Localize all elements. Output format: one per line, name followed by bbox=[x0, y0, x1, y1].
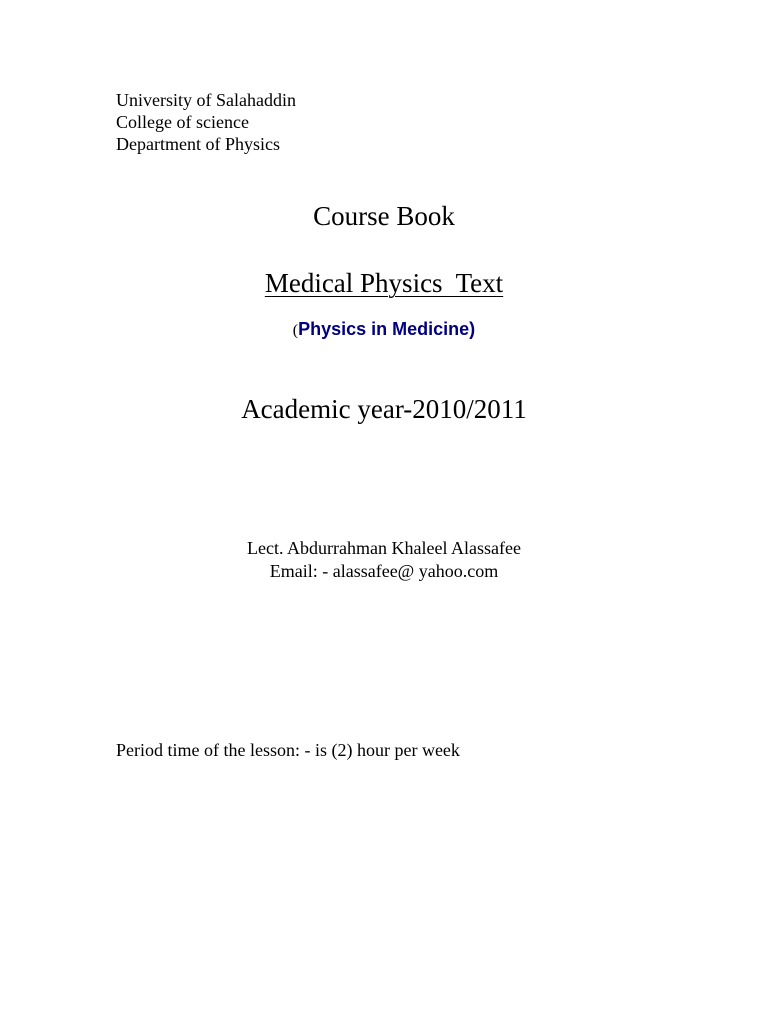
lesson-period: Period time of the lesson: - is (2) hour per week bbox=[116, 740, 460, 760]
subtitle-open-paren: ( bbox=[292, 322, 299, 339]
course-subtitle bbox=[0, 317, 768, 343]
university-name: University of Salahaddin bbox=[116, 90, 296, 110]
department-name: Department of Physics bbox=[116, 134, 280, 154]
lecturer-email: Email: - alassafee@ yahoo.com bbox=[269, 561, 499, 581]
subtitle-text: Physics in Medicine) bbox=[298, 319, 476, 339]
course-title bbox=[0, 266, 768, 300]
lecturer-name: Lect. Abdurrahman Khaleel Alassafee bbox=[247, 538, 521, 558]
academic-year: Academic year-2010/2011 bbox=[241, 394, 527, 424]
course-title-text: Medical Physics Text bbox=[264, 268, 504, 298]
document-heading: Course Book bbox=[313, 201, 455, 231]
college-name: College of science bbox=[116, 112, 249, 132]
